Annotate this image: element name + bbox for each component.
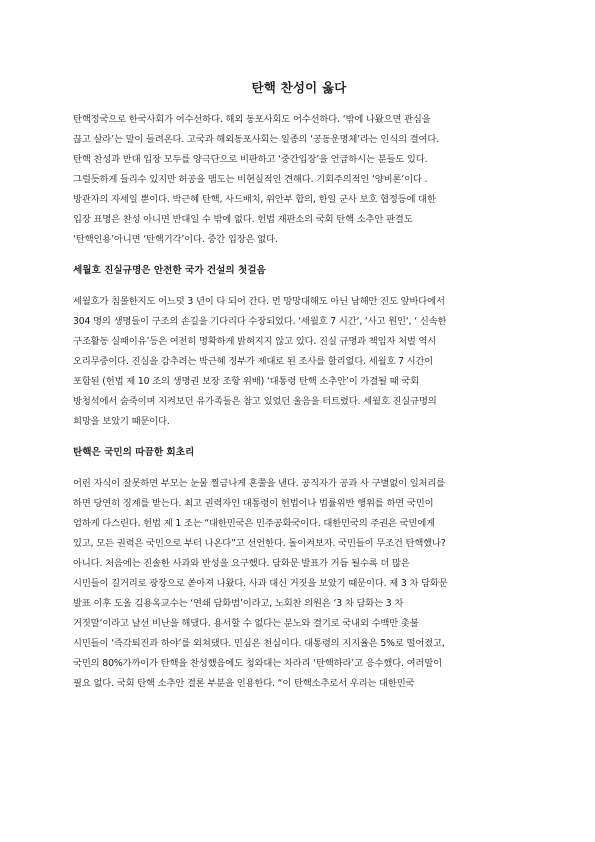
text-line: 있고, 모든 권력은 국민으로 부터 나온다”고 선언한다. 돌이켜보자. 국민들이 무조건 탄핵했나? — [73, 538, 446, 549]
sewol-paragraph — [73, 292, 525, 432]
text-line: 하면 당연히 징계를 받는다. 최고 권력자인 대통령이 헌법이나 법률위반 행위를 하면 국민이 — [73, 498, 434, 509]
text-line: 어린 자식이 잘못하면 부모는 눈물 찔금나게 혼쭐을 낸다. 공직자가 공과 사 구별없이 일처리를 — [73, 478, 446, 489]
text-line: 끊고 살라’는 말이 들려온다. 고국과 해외동포사회는 일종의 ‘공동운명체’라는 인식의 결여다. — [73, 134, 440, 145]
text-line: ‘탄핵인용’아니면 ‘탄핵기각’이다. 중간 입장은 없다. — [73, 234, 278, 245]
text-line: 입장 표명은 찬성 아니면 반대일 수 밖에 없다. 헌법 재판소의 국회 탄핵 소추안 판결도 — [73, 214, 413, 225]
text-line: 방청석에서 숨죽이며 지켜보던 유가족들은 참고 있었던 울음을 터트렸다. 세월호 진실규명의 — [73, 396, 437, 407]
text-line: 그럴듯하게 들리수 있지만 허공을 맴도는 비현실적인 견해다. 기회주의적인 ‘양비론’이다 . — [73, 174, 428, 185]
text-line: 필요 없다. 국회 탄핵 소추안 결론 부분을 인용한다. “이 탄핵소추로서 우리는 대한민국 — [73, 678, 415, 689]
text-line: 포함된 (헌법 제 10 조의 생명권 보장 조항 위배) ‘대통령 탄핵 소추안’이 가결될 때 국회 — [73, 376, 419, 387]
section-heading-impeachment: 탄핵은 국민의 따끔한 회초리 — [73, 447, 195, 458]
text-line: 구조활동 실패이유’등은 여전히 명확하게 밝혀지지 않고 있다. 진실 규명과 책임자 처벌 역시 — [73, 336, 437, 347]
text-line: 방관자의 자세일 뿐이다. 박근혜 탄핵, 사드배치, 위안부 합의, 한일 군사 보호 협정등에 대한 — [73, 194, 436, 205]
intro-paragraph — [73, 110, 525, 250]
text-line: 시민들이 길거리로 광장으로 쏟아져 나왔다. 사과 대신 거짓을 보았기 때문이다. 제 3 차 담화문 — [73, 578, 448, 589]
text-line: 탄핵정국으로 한국사회가 어수선하다. 해외 동포사회도 어수선하다. ‘밖에 나왔으면 관심을 — [73, 114, 431, 125]
impeachment-paragraph — [73, 474, 525, 694]
text-line: 오리무중이다. 진실을 감추려는 박근혜 정부가 제대로 된 조사를 할리없다. 세월호 7 시간이 — [73, 356, 434, 367]
section-heading-sewol: 세월호 진실규명은 안전한 국가 건설의 첫걸음 — [73, 265, 266, 276]
text-line: 탄핵 찬성과 반대 입장 모두를 양극단으로 비판하고 ‘중간입장’을 언급하시는 분들도 있다. — [73, 154, 428, 165]
document-title: 탄핵 찬성이 옳다 — [251, 80, 347, 95]
text-line: 발표 이후 도올 김용옥교수는 ‘연쇄 담화범’이라고, 노회찬 의원은 ‘3 차 담화는 3 차 — [73, 598, 404, 609]
text-line: 거짓말’이라고 날선 비난을 해댔다. 용서할 수 없다는 분노와 결기로 국내외 수백만 촛불 — [73, 618, 419, 629]
text-line: 아니다. 처음에는 진솔한 사과와 반성을 요구했다. 담화문 발표가 거듭 될수록 더 많은 — [73, 558, 410, 569]
text-line: 304 명의 생명들이 구조의 손길을 기다리다 수장되었다. ‘세월호 7 시간‘, ‘사고 원인‘, ‘ 신속한 — [73, 316, 447, 327]
text-line: 국민의 80%가까이가 탄핵을 찬성했음에도 청와대는 차라리 ‘탄핵하라’고 응수했다. 여러말이 — [73, 658, 442, 669]
text-line: 세월호가 침몰한지도 어느덧 3 년이 다 되어 간다. 먼 망망대해도 아닌 남해안 진도 앞바다에서 — [73, 296, 445, 307]
text-line: 엄하게 다스린다. 헌법 제 1 조는 “대한민국은 민주공화국이다. 대한민국의 주권은 국민에게 — [73, 518, 436, 529]
text-line: 시민들이 ‘즉각퇴진과 하야’를 외쳐댔다. 민심은 천심이다. 대통령의 지지율은 5%로 떨어졌고, — [73, 638, 445, 649]
text-line: 희망을 보았기 때문이다. — [73, 416, 170, 427]
